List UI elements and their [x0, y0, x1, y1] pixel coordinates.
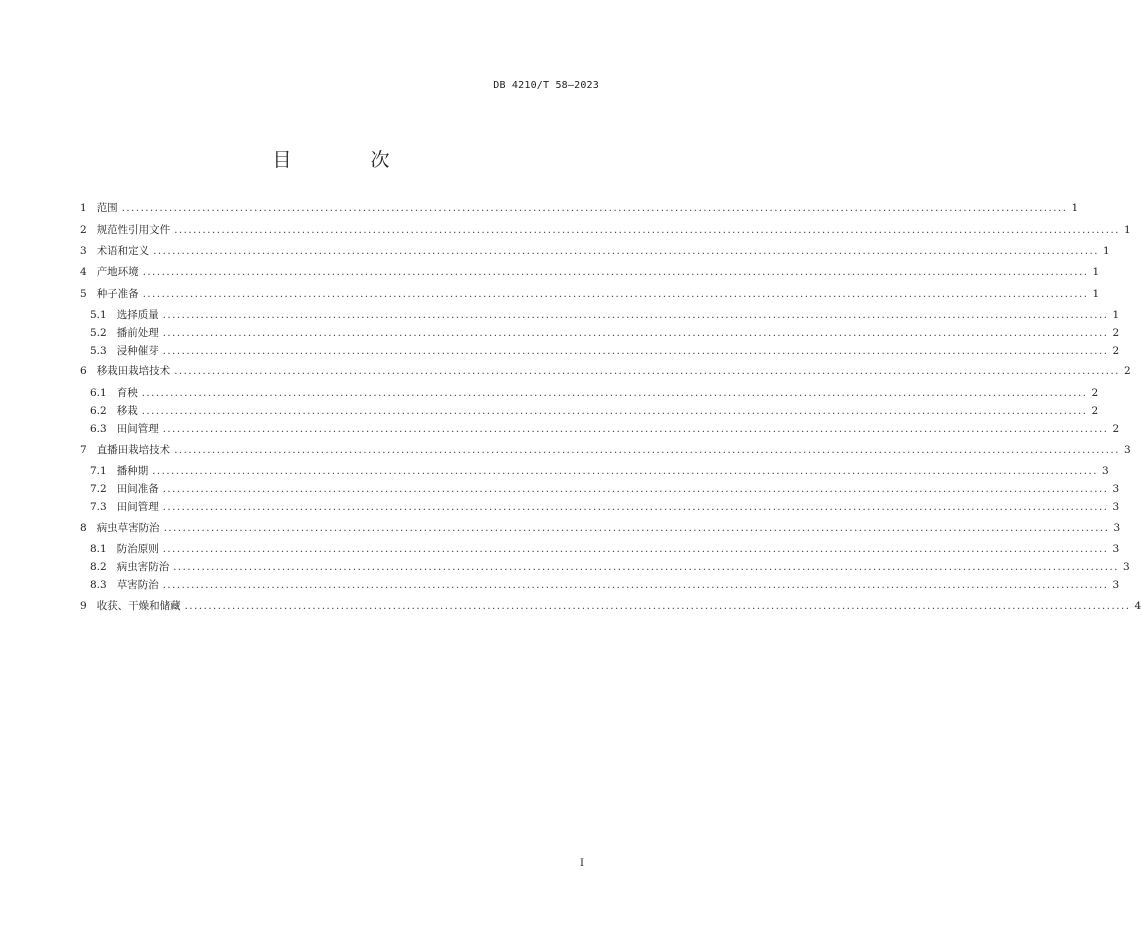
dot-leader: ........................................................................................................................................................................................................ [141, 388, 1088, 399]
dot-leader: ........................................................................................................................................................................................................ [163, 523, 1110, 534]
toc-entry-page: 2 [1112, 345, 1120, 357]
toc-entry-page: 3 [1112, 579, 1120, 591]
toc-entry-number: 5 [80, 288, 87, 300]
toc-entry-page: 3 [1112, 483, 1120, 495]
toc-entry[interactable] [80, 307, 1120, 323]
toc-entry-page: 1 [1092, 266, 1100, 278]
dot-leader: ........................................................................................................................................................................................................ [142, 267, 1089, 278]
dot-leader: ........................................................................................................................................................................................................ [174, 445, 1120, 456]
dot-leader: ........................................................................................................................................................................................................ [173, 562, 1119, 573]
toc-entry[interactable] [80, 243, 1110, 259]
toc-entry-number: 8.1 [90, 543, 107, 555]
toc-entry-number: 3 [80, 245, 87, 257]
toc-entry-label: 规范性引用文件 [96, 224, 171, 236]
toc-entry[interactable] [80, 442, 1131, 458]
toc-entry-number: 7 [80, 444, 87, 456]
toc-entry-number: 5.3 [90, 345, 107, 357]
toc-entry-label: 田间准备 [116, 483, 159, 495]
toc-entry-label: 收获、干燥和储藏 [96, 600, 181, 612]
dot-leader: ........................................................................................................................................................................................................ [162, 328, 1109, 339]
document-code: DB 4210/T 58—2023 [493, 80, 599, 91]
toc-entry-label: 育秧 [116, 387, 138, 399]
toc-entry-page: 2 [1091, 405, 1099, 417]
toc-entry-number: 6.1 [90, 387, 107, 399]
toc-entry[interactable] [80, 481, 1120, 497]
toc-entry[interactable] [80, 264, 1100, 280]
toc-entry[interactable] [80, 559, 1130, 575]
toc-entry[interactable] [80, 200, 1079, 216]
dot-leader: ........................................................................................................................................................................................................ [162, 424, 1109, 435]
toc-entry[interactable] [80, 499, 1120, 515]
toc-entry-page: 3 [1101, 465, 1109, 477]
toc-entry-page: 2 [1112, 423, 1120, 435]
toc-entry-number: 4 [80, 266, 87, 278]
toc-entry-page: 1 [1071, 202, 1079, 214]
toc-entry-number: 7.3 [90, 501, 107, 513]
dot-leader: ........................................................................................................................................................................................................ [162, 544, 1109, 555]
toc-entry-number: 9 [80, 600, 87, 612]
toc-entry-label: 病虫草害防治 [96, 522, 160, 534]
toc-entry-label: 产地环境 [96, 266, 139, 278]
toc-entry[interactable] [80, 403, 1099, 419]
toc-entry-label: 术语和定义 [96, 245, 150, 257]
toc-entry-page: 1 [1092, 288, 1100, 300]
toc-entry[interactable] [80, 222, 1131, 238]
toc-entry[interactable] [80, 598, 1141, 614]
dot-leader: ........................................................................................................................................................................................................ [174, 225, 1120, 236]
dot-leader: ........................................................................................................................................................................................................ [174, 366, 1120, 377]
toc-entry-page: 1 [1112, 309, 1120, 321]
toc-entry-label: 田间管理 [116, 501, 159, 513]
toc-entry-label: 防治原则 [116, 543, 159, 555]
toc-entry-page: 2 [1112, 327, 1120, 339]
toc-entry-label: 移栽田栽培技术 [96, 365, 171, 377]
toc-entry[interactable] [80, 325, 1120, 341]
dot-leader: ........................................................................................................................................................................................................ [162, 502, 1109, 513]
dot-leader: ........................................................................................................................................................................................................ [162, 580, 1109, 591]
dot-leader: ........................................................................................................................................................................................................ [141, 406, 1088, 417]
dot-leader: ........................................................................................................................................................................................................ [152, 466, 1098, 477]
toc-entry-page: 1 [1123, 224, 1131, 236]
toc-entry[interactable] [80, 463, 1109, 479]
toc-entry-number: 6.3 [90, 423, 107, 435]
toc-entry-label: 播前处理 [116, 327, 159, 339]
toc-entry-label: 田间管理 [116, 423, 159, 435]
dot-leader: ........................................................................................................................................................................................................ [184, 601, 1131, 612]
toc-entry-page: 3 [1113, 522, 1121, 534]
toc-entry-page: 4 [1134, 600, 1141, 612]
toc-entry-page: 2 [1091, 387, 1099, 399]
toc-entry-number: 2 [80, 224, 87, 236]
toc-entry-number: 5.1 [90, 309, 107, 321]
toc-entry-page: 1 [1102, 245, 1110, 257]
toc-entry-number: 5.2 [90, 327, 107, 339]
toc-entry-page: 3 [1123, 444, 1131, 456]
toc-entry[interactable] [80, 363, 1131, 379]
toc-entry-label: 浸种催芽 [116, 345, 159, 357]
toc-entry-label: 移栽 [116, 405, 138, 417]
toc-entry-label: 范围 [96, 202, 118, 214]
dot-leader: ........................................................................................................................................................................................................ [162, 484, 1109, 495]
dot-leader: ........................................................................................................................................................................................................ [142, 289, 1089, 300]
toc-entry-page: 3 [1122, 561, 1130, 573]
toc-entry[interactable] [80, 577, 1120, 593]
dot-leader: ........................................................................................................................................................................................................ [153, 246, 1099, 257]
toc-entry-page: 3 [1112, 501, 1120, 513]
toc-entry[interactable] [80, 286, 1100, 302]
dot-leader: ........................................................................................................................................................................................................ [121, 203, 1068, 214]
toc-entry-number: 1 [80, 202, 87, 214]
toc-entry[interactable] [80, 520, 1121, 536]
page-title: 目 次 [272, 149, 420, 171]
toc-entry-number: 6.2 [90, 405, 107, 417]
toc-entry-number: 8 [80, 522, 87, 534]
toc-entry-number: 8.2 [90, 561, 107, 573]
toc-entry[interactable] [80, 421, 1120, 437]
toc-entry-page: 2 [1123, 365, 1131, 377]
dot-leader: ........................................................................................................................................................................................................ [162, 310, 1109, 321]
toc-entry-label: 草害防治 [116, 579, 159, 591]
dot-leader: ........................................................................................................................................................................................................ [162, 346, 1109, 357]
toc-entry-number: 7.2 [90, 483, 107, 495]
toc-entry-number: 8.3 [90, 579, 107, 591]
toc-entry-label: 病虫害防治 [116, 561, 170, 573]
toc-entry-label: 播种期 [116, 465, 149, 477]
toc-entry-number: 6 [80, 365, 87, 377]
toc-entry[interactable] [80, 343, 1120, 359]
toc-entry-label: 直播田栽培技术 [96, 444, 171, 456]
toc-entry[interactable] [80, 541, 1120, 557]
toc-entry[interactable] [80, 385, 1099, 401]
toc-entry-number: 7.1 [90, 465, 107, 477]
toc-entry-page: 3 [1112, 543, 1120, 555]
page-number: I [580, 858, 584, 869]
toc-entry-label: 种子准备 [96, 288, 139, 300]
toc-entry-label: 选择质量 [116, 309, 159, 321]
